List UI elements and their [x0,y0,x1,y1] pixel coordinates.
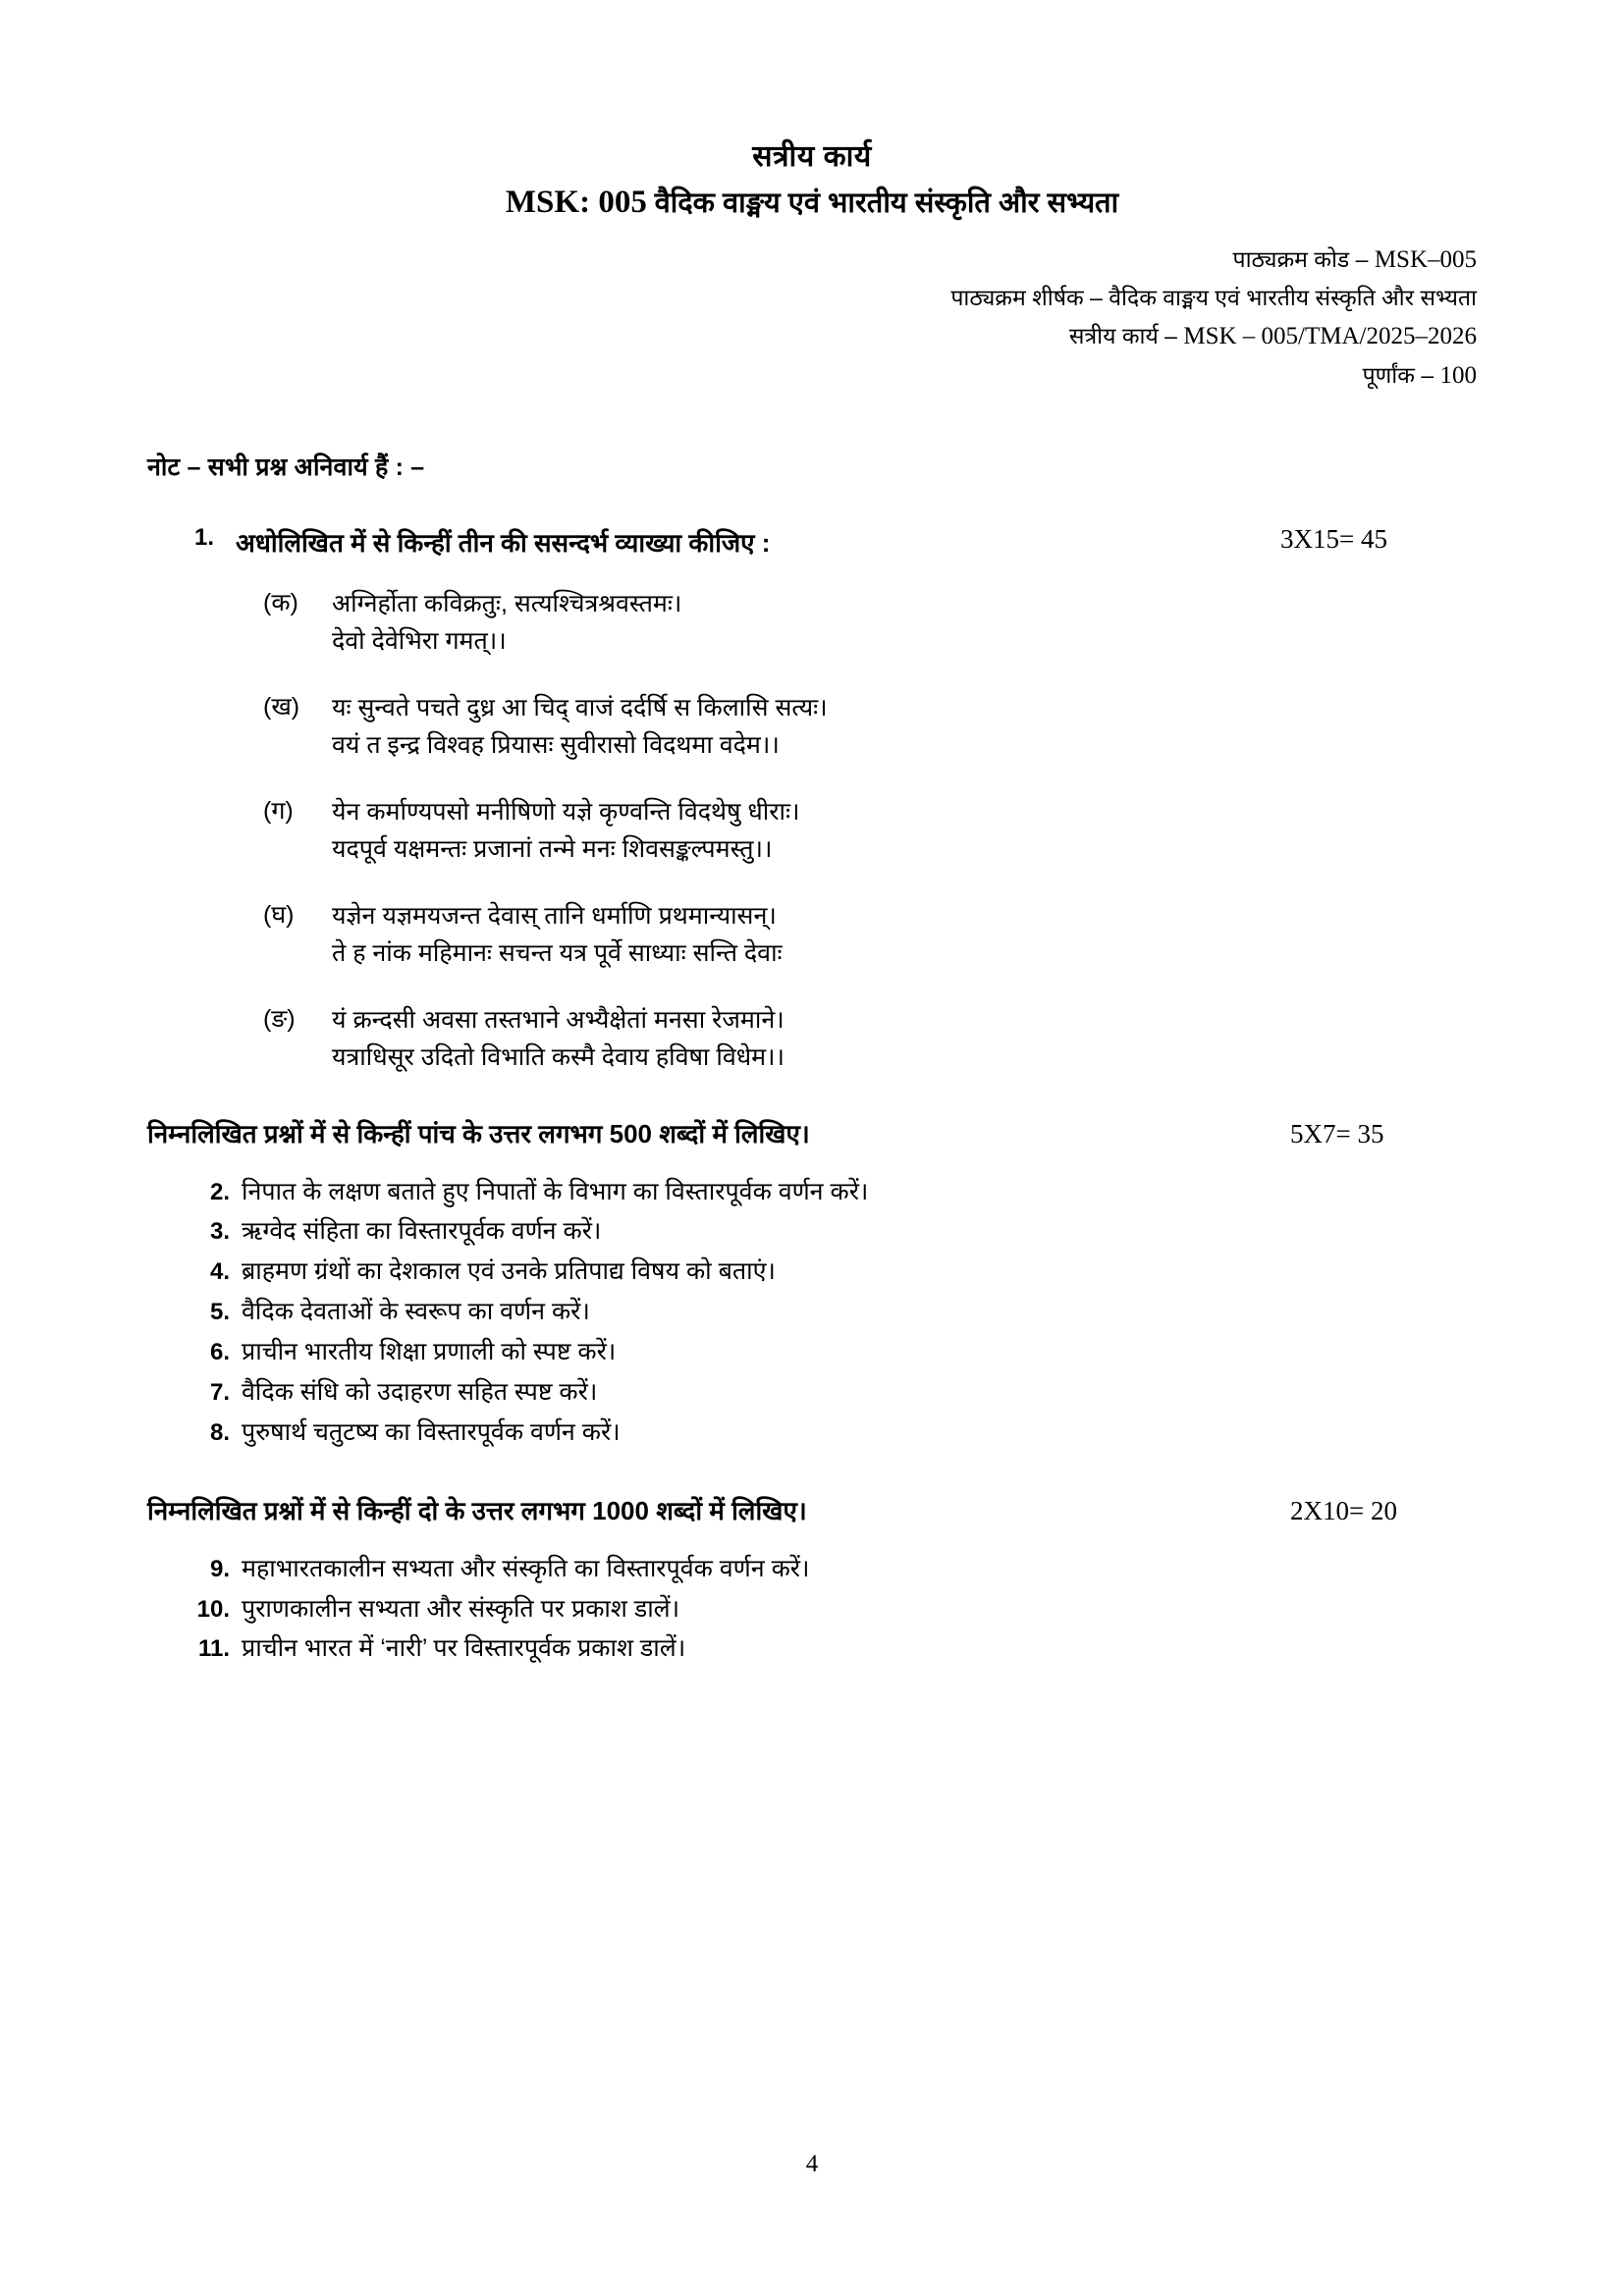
verse-label: (क) [263,588,298,616]
section-2-heading-row [147,1115,1477,1150]
document-header [147,137,1477,227]
note-line: नोट – सभी प्रश्न अनिवार्य हैं : – [147,453,425,481]
meta-assignment-value: MSK – 005/TMA/2025–2026 [1183,322,1477,349]
assignment-word: सत्रीय कार्य [752,140,872,173]
meta-max-marks-value: 100 [1439,362,1477,390]
question-number: 9. [209,1555,230,1582]
list-item [194,1629,1477,1669]
question-number: 2. [209,1178,230,1205]
question-number: 11. [197,1635,230,1663]
verse-line: अग्निर्होता कविक्रतुः, सत्यश्चित्रश्रवस्तमः। [332,589,682,617]
verse-lines [332,585,1477,660]
question-1-text: अधोलिखित में से किन्हीं तीन की ससन्दर्भ व्याख्या कीजिए : [236,527,771,558]
verse-line: ते ह नांक महिमानः सचन्त यत्र पूर्वे साध्याः सन्ति देवाः [332,938,783,967]
section-3-heading: निम्नलिखित प्रश्नों में से किन्हीं दो के उत्तर लगभग 1000 शब्दों में लिखिए। [147,1495,807,1525]
list-item [194,1211,1477,1252]
verse-label: (ख) [263,692,300,721]
verse-item [263,897,1477,972]
question-text: प्राचीन भारतीय शिक्षा प्रणाली को स्पष्ट करें। [242,1338,617,1366]
question-text: प्राचीन भारत में ‘नारी’ पर विस्तारपूर्वक प्रकाश डालें। [242,1634,686,1663]
verse-line: येन कर्माण्यपसो मनीषिणो यज्ञे कृण्वन्ति विदथेषु धीराः। [332,797,800,826]
question-text: वैदिक देवताओं के स्वरूप का वर्णन करें। [242,1298,590,1326]
meta-course-code-label: पाठ्यक्रम कोड – [1232,245,1369,272]
meta-max-marks-row [147,356,1477,397]
verse-lines [332,793,1477,868]
question-text: महाभारतकालीन सभ्यता और संस्कृति का विस्तारपूर्वक वर्णन करें। [242,1554,810,1582]
verse-label: (ग) [263,796,294,825]
meta-assignment-row [147,317,1477,357]
meta-course-code-row [147,240,1477,281]
section-3-question-list [147,1549,1477,1670]
question-number: 6. [209,1339,230,1366]
meta-course-title-value: वैदिक वाङ्मय एवं भारतीय संस्कृति और सभ्यता [1109,285,1477,311]
meta-course-title-label: पाठ्यक्रम शीर्षक – [950,285,1103,311]
question-text: वैदिक संधि को उदाहरण सहित स्पष्ट करें। [242,1377,598,1406]
question-text: निपात के लक्षण बताते हुए निपातों के विभाग का विस्तारपूर्वक वर्णन करें। [242,1177,869,1205]
verse-lines [332,689,1477,764]
question-1-row [147,524,1477,560]
list-item [194,1372,1477,1413]
verse-line: वयं त इन्द्र विश्वह प्रियासः सुवीरासो विदथमा वदेम।। [332,730,780,759]
verse-line: यज्ञेन यज्ञमयजन्त देवास् तानि धर्माणि प्रथमान्यासन्। [332,901,777,930]
course-title-inline: वैदिक वाङ्मय एवं भारतीय संस्कृति और सभ्यता [654,187,1119,219]
section-3-marks: 2X10= 20 [1290,1495,1397,1525]
question-text: पुराणकालीन सभ्यता और संस्कृति पर प्रकाश डालें। [242,1594,680,1623]
course-title-line [147,180,1477,227]
question-text: ऋग्वेद संहिता का विस्तारपूर्वक वर्णन करें। [242,1217,602,1246]
verse-list [147,585,1477,1076]
section-2-heading: निम्नलिखित प्रश्नों में से किन्हीं पांच के उत्तर लगभग 500 शब्दों में लिखिए। [147,1118,810,1148]
section-2-marks: 5X7= 35 [1290,1118,1384,1148]
meta-assignment-label: सत्रीय कार्य – [1068,322,1177,348]
verse-label: (घ) [263,900,295,929]
question-number: 3. [209,1218,230,1246]
list-item [194,1589,1477,1629]
question-number: 4. [209,1258,230,1286]
verse-line: यदपूर्व यक्षमन्तः प्रजानां तन्मे मनः शिवसङ्कल्पमस्तु।। [332,834,773,863]
course-code-inline: MSK: 005 [505,185,647,220]
question-text: पुरुषार्थ चतुटष्य का विस्तारपूर्वक वर्णन करें। [242,1417,621,1446]
verse-line: यं क्रन्दसी अवसा तस्तभाने अभ्यैक्षेतां मनसा रेजमाने। [332,1005,785,1034]
verse-item [263,689,1477,764]
section-2-question-list [147,1172,1477,1453]
verse-lines [332,897,1477,972]
question-text: ब्राहमण ग्रंथों का देशकाल एवं उनके प्रतिपाद्य विषय को बताएं। [242,1257,776,1286]
section-3-heading-row [147,1492,1477,1527]
verse-label: (ङ) [263,1004,296,1033]
list-item [194,1549,1477,1589]
verse-item [263,1001,1477,1076]
verse-item [263,793,1477,868]
metadata-block [147,240,1477,397]
question-number: 10. [196,1595,230,1623]
list-item [194,1252,1477,1292]
question-number: 5. [209,1299,230,1326]
list-item [194,1413,1477,1453]
verse-line: देवो देवेभिरा गमत्।। [332,626,507,655]
meta-max-marks-label: पूर्णांक – [1362,362,1435,389]
question-1-number: 1. [194,523,215,551]
page-number: 4 [805,2151,819,2177]
question-number: 7. [209,1378,230,1406]
meta-course-title-row [147,280,1477,316]
list-item [194,1292,1477,1332]
verse-line: यः सुन्वते पचते दुध्र आ चिद् वाजं दर्दर्षि स किलासि सत्यः। [332,693,828,721]
meta-course-code-value: MSK–005 [1374,245,1477,273]
question-1-marks: 3X15= 45 [1280,523,1387,554]
list-item [194,1332,1477,1372]
verse-line: यत्राधिसूर उदितो विभाति कस्मै देवाय हविषा विधेम।। [332,1042,785,1071]
verse-item [263,585,1477,660]
list-item [194,1172,1477,1212]
verse-lines [332,1001,1477,1076]
question-number: 8. [209,1418,230,1446]
